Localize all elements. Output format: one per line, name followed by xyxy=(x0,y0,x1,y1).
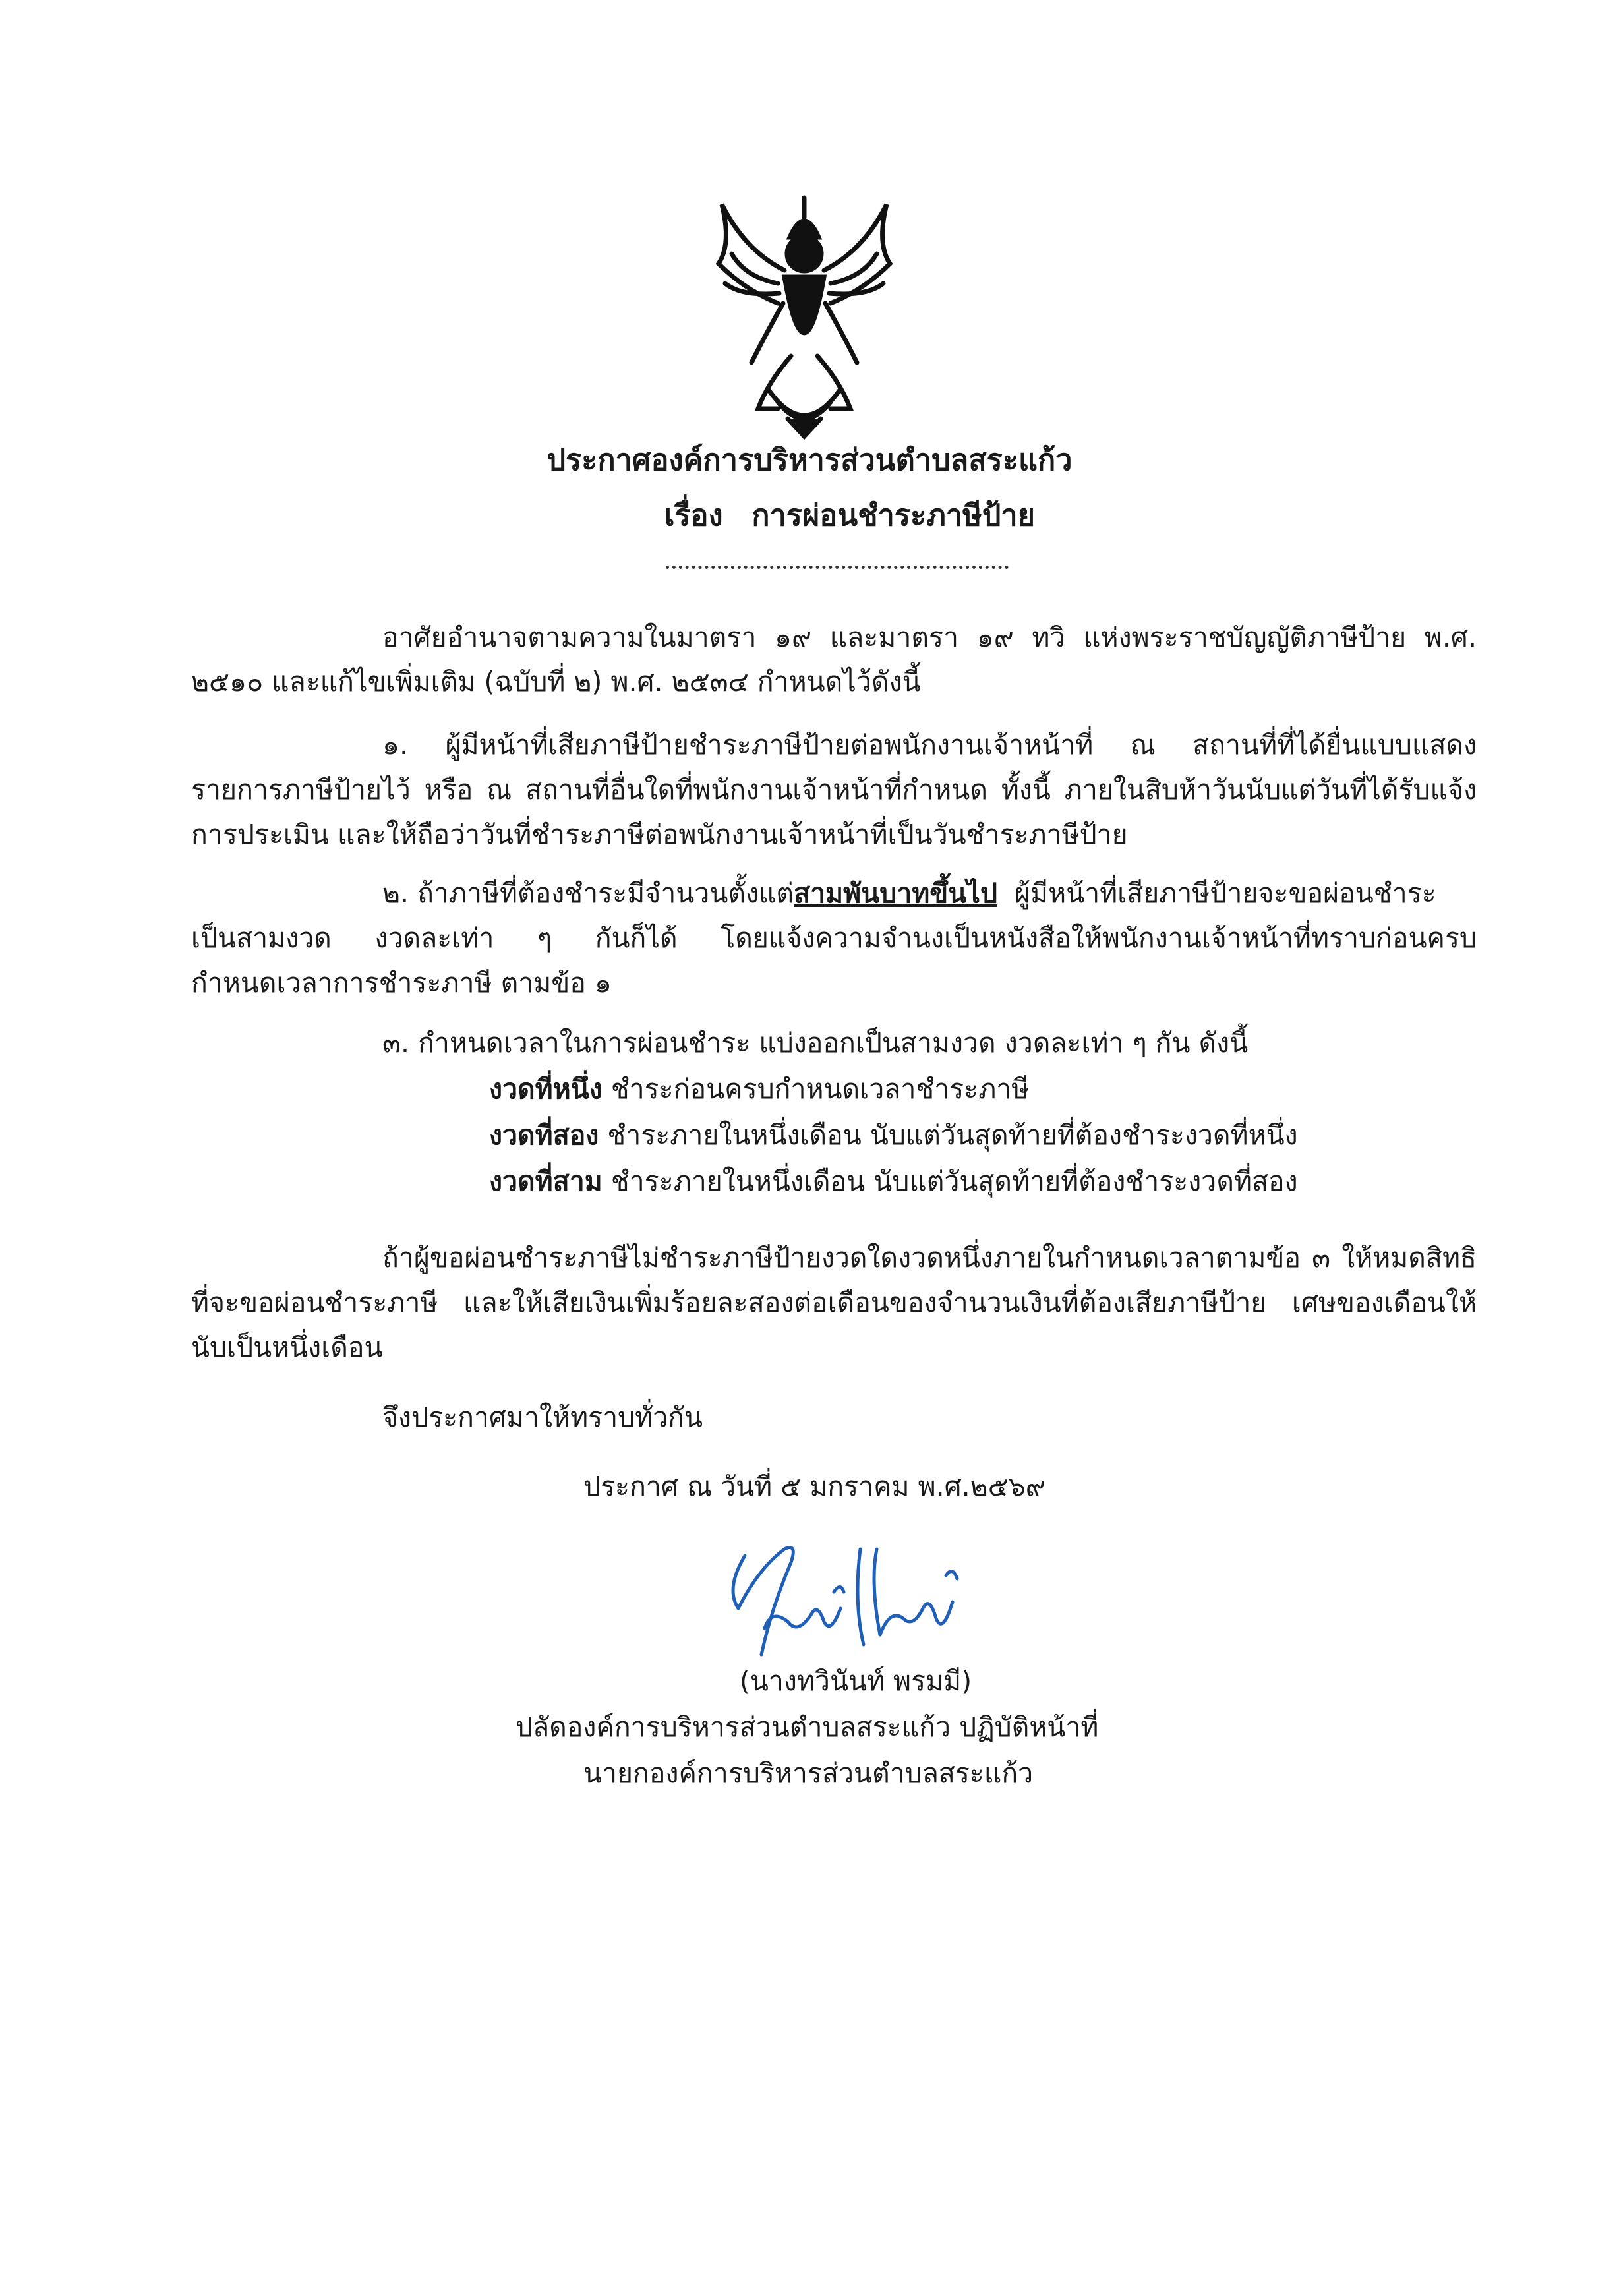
title-separator xyxy=(666,560,1009,569)
announcement-title: ประกาศองค์การบริหารส่วนตำบลสระแก้ว xyxy=(546,442,1073,477)
installment-1-label: งวดที่หนึ่ง xyxy=(489,1073,603,1105)
subject-text: การผ่อนชำระภาษีป้าย xyxy=(751,498,1036,533)
installment-2 xyxy=(489,1115,1298,1155)
handwritten-signature xyxy=(699,1529,976,1661)
clause-2-threshold: สามพันบาทขึ้นไป xyxy=(794,877,997,909)
penalty-line-2: ที่จะขอผ่อนชำระภาษี และให้เสียเงินเพิ่มร้อยละสองต่อเดือนของจำนวนเงินที่ต้องเสียภาษีป้าย เศษของเดือนให้ xyxy=(191,1287,1477,1318)
installment-2-text: ชำระภายในหนึ่งเดือน นับแต่วันสุดท้ายที่ต้องชำระงวดที่หนึ่ง xyxy=(599,1119,1298,1151)
installment-3-text: ชำระภายในหนึ่งเดือน นับแต่วันสุดท้ายที่ต้องชำระงวดที่สอง xyxy=(602,1165,1298,1197)
clause-2-line-1 xyxy=(382,873,1436,913)
clause-1-line-1: ๑. ผู้มีหน้าที่เสียภาษีป้ายชำระภาษีป้ายต่อพนักงานเจ้าหน้าที่ ณ สถานที่ที่ได้ยื่นแบบแสดง xyxy=(382,729,1477,761)
penalty-line-3: นับเป็นหนึ่งเดือน xyxy=(191,1332,383,1363)
signatory-name: (นางทวินันท์ พรมมี) xyxy=(739,1665,972,1697)
clause-2-text-c: ผู้มีหน้าที่เสียภาษีป้ายจะขอผ่อนชำระ xyxy=(997,877,1436,909)
installment-3 xyxy=(489,1162,1298,1201)
installment-3-label: งวดที่สาม xyxy=(489,1165,603,1197)
preamble-line-1: อาศัยอำนาจตามความในมาตรา ๑๙ และมาตรา ๑๙ ทวิ แห่งพระราชบัญญัติภาษีป้าย พ.ศ. xyxy=(382,622,1477,653)
closing-statement: จึงประกาศมาให้ทราบทั่วกัน xyxy=(382,1401,703,1433)
clause-3-line-1: ๓. กำหนดเวลาในการผ่อนชำระ แบ่งออกเป็นสามงวด งวดละเท่า ๆ กัน ดังนี้ xyxy=(382,1027,1249,1059)
clause-1-line-2: รายการภาษีป้ายไว้ หรือ ณ สถานที่อื่นใดที่พนักงานเจ้าหน้าที่กำหนด ทั้งนี้ ภายในสิบห้าวันนับแต่วันที่ได้รับแจ้ง xyxy=(191,774,1477,806)
clause-1-line-3: การประเมิน และให้ถือว่าวันที่ชำระภาษีต่อพนักงานเจ้าหน้าที่เป็นวันชำระภาษีป้าย xyxy=(191,819,1128,850)
announcement-date: ประกาศ ณ วันที่ ๕ มกราคม พ.ศ.๒๕๖๙ xyxy=(583,1471,1045,1502)
signatory-position-2: นายกองค์การบริหารส่วนตำบลสระแก้ว xyxy=(583,1757,1034,1789)
clause-2-line-2: เป็นสามงวด งวดละเท่า ๆ กันก็ได้ โดยแจ้งความจำนงเป็นหนังสือให้พนักงานเจ้าหน้าที่ทราบก่อนครบ xyxy=(191,922,1477,954)
installment-1 xyxy=(489,1069,1029,1109)
penalty-line-1: ถ้าผู้ขอผ่อนชำระภาษีไม่ชำระภาษีป้ายงวดใดงวดหนึ่งภายในกำหนดเวลาตามข้อ ๓ ให้หมดสิทธิ xyxy=(382,1242,1477,1274)
preamble-line-2: ๒๕๑๐ และแก้ไขเพิ่มเติม (ฉบับที่ ๒) พ.ศ. ๒๕๓๔ กำหนดไว้ดังนี้ xyxy=(191,666,921,697)
garuda-emblem-icon xyxy=(705,191,903,442)
subject-label: เรื่อง xyxy=(664,498,723,533)
installment-1-text: ชำระก่อนครบกำหนดเวลาชำระภาษี xyxy=(602,1073,1030,1105)
installment-2-label: งวดที่สอง xyxy=(489,1119,599,1151)
subject-line xyxy=(664,491,1035,539)
clause-2-text-a: ๒. ถ้าภาษีที่ต้องชำระมีจำนวนตั้งแต่ xyxy=(382,877,794,909)
signatory-position-1: ปลัดองค์การบริหารส่วนตำบลสระแก้ว ปฏิบัติหน้าที่ xyxy=(515,1711,1099,1743)
clause-2-line-3: กำหนดเวลาการชำระภาษี ตามข้อ ๑ xyxy=(191,967,612,999)
